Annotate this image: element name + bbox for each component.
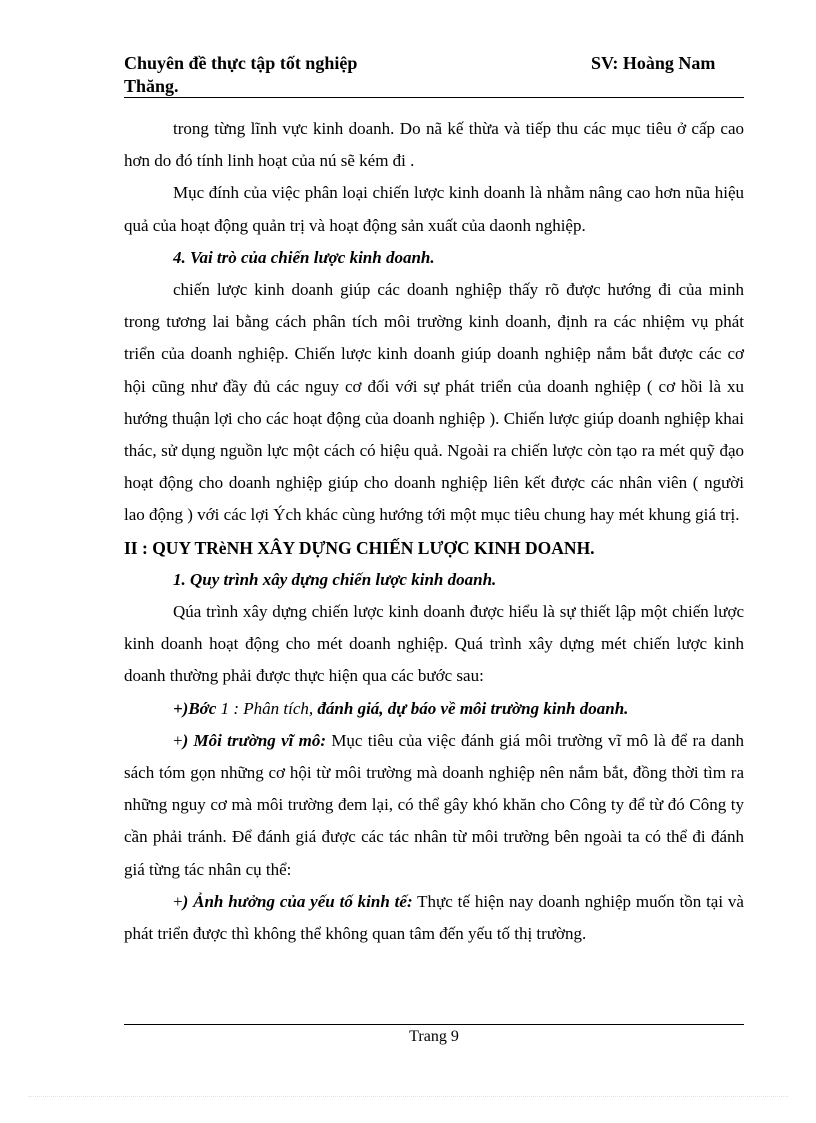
macro-label: ) Môi trường vĩ mô: bbox=[182, 730, 327, 750]
header-student-name: SV: Hoàng Nam bbox=[591, 53, 716, 73]
page-edge-dots bbox=[28, 1096, 788, 1097]
header-document-title: Chuyên đề thực tập tốt nghiệp bbox=[124, 53, 358, 73]
step-number: 1 : Phân tích, bbox=[220, 698, 314, 718]
section-heading-process: 1. Quy trình xây dựng chiến lược kinh doanh. bbox=[173, 569, 497, 589]
economic-label: ) Ảnh hưởng của yếu tố kinh tế: bbox=[182, 891, 413, 911]
paragraph-economic-factor bbox=[124, 886, 744, 950]
header-title-continuation: Thăng. bbox=[124, 76, 179, 96]
section-heading-role: 4. Vai trò của chiến lược kinh doanh. bbox=[173, 247, 435, 267]
header-rule bbox=[124, 97, 744, 98]
chapter-heading-process: II : QUY TRèNH XÂY DỰNG CHIẾN LƯỢC KINH DOANH. bbox=[124, 537, 595, 558]
paragraph-macro-environment bbox=[124, 725, 744, 886]
paragraph-strategy-role: chiến lược kinh doanh giúp các doanh nghiệp thấy rõ được hướng đi của minh trong tương lai bằng cách phân tích môi trường kinh doanh, định ra các nhiệm vụ phát triển của doanh nghiệp. Chiến lược kinh doanh giúp doanh nghiệp nắm bắt được các cơ hội cũng như đầy đủ các nguy cơ đối với sự phát triển của doanh nghiệp ( cơ hồi là xu hướng thuận lợi cho các hoạt động của doanh nghiệp ). Chiến lược giúp doanh nghiệp khai thác, sử dụng nguồn lực một cách có hiệu quả. Ngoài ra chiến lược còn tạo ra mét quỹ đạo hoạt động cho doanh nghiệp giúp cho doanh nghiệp liên kết được các nhân viên ( người lao động ) với các lợi Ých khác cùng hướng tới một mục tiêu chung hay mét khung giá trị. bbox=[124, 280, 744, 525]
paragraph-classification-purpose: Mục đính của việc phân loại chiến lược kinh doanh là nhằm nâng cao hơn nũa hiệu quả của hoạt động quản trị và hoạt động sản xuất của daonh nghiệp. bbox=[124, 183, 744, 235]
step-title: đánh giá, dự báo về môi trường kinh doanh. bbox=[317, 698, 629, 718]
macro-text: Mục tiêu của việc đánh giá môi trường vĩ mô là để ra danh sách tóm gọn những cơ hội từ môi trường mà doanh nghiệp nên nắm bắt, đồng thời tìm ra những nguy cơ mà môi trường đem lại, có thể gây khó khăn cho Công ty để từ đó Công ty cần phải tránh. Để đánh giá được các tác nhân từ môi trường bên ngoài ta có thể đi đánh giá từng tác nhân cụ thể: bbox=[124, 730, 744, 879]
step-prefix: +)Bớc bbox=[173, 698, 217, 718]
page-body bbox=[124, 113, 744, 950]
economic-prefix: + bbox=[173, 891, 183, 911]
step-heading bbox=[124, 693, 744, 725]
page-number: Trang 9 bbox=[409, 1028, 459, 1045]
economic-text: Thực tế hiện nay doanh nghiệp muốn tồn tại và phát triển được thì không thể không quan tâm đến yếu tố thị trường. bbox=[124, 891, 744, 944]
paragraph-process-intro: Qúa trình xây dựng chiến lược kinh doanh được hiểu là sự thiết lập một chiến lược kinh doanh hoạt động cho mét doanh nghiệp. Quá trình xây dựng mét chiến lược kinh doanh thường phải được thực hiện qua các bước sau: bbox=[124, 602, 744, 686]
paragraph-continuation: trong từng lĩnh vực kinh doanh. Do nã kế thừa và tiếp thu các mục tiêu ở cấp cao hơn do đó tính linh hoạt của nú sẽ kém đi . bbox=[124, 119, 744, 171]
footer-rule bbox=[124, 1024, 744, 1025]
macro-prefix: + bbox=[173, 730, 183, 750]
